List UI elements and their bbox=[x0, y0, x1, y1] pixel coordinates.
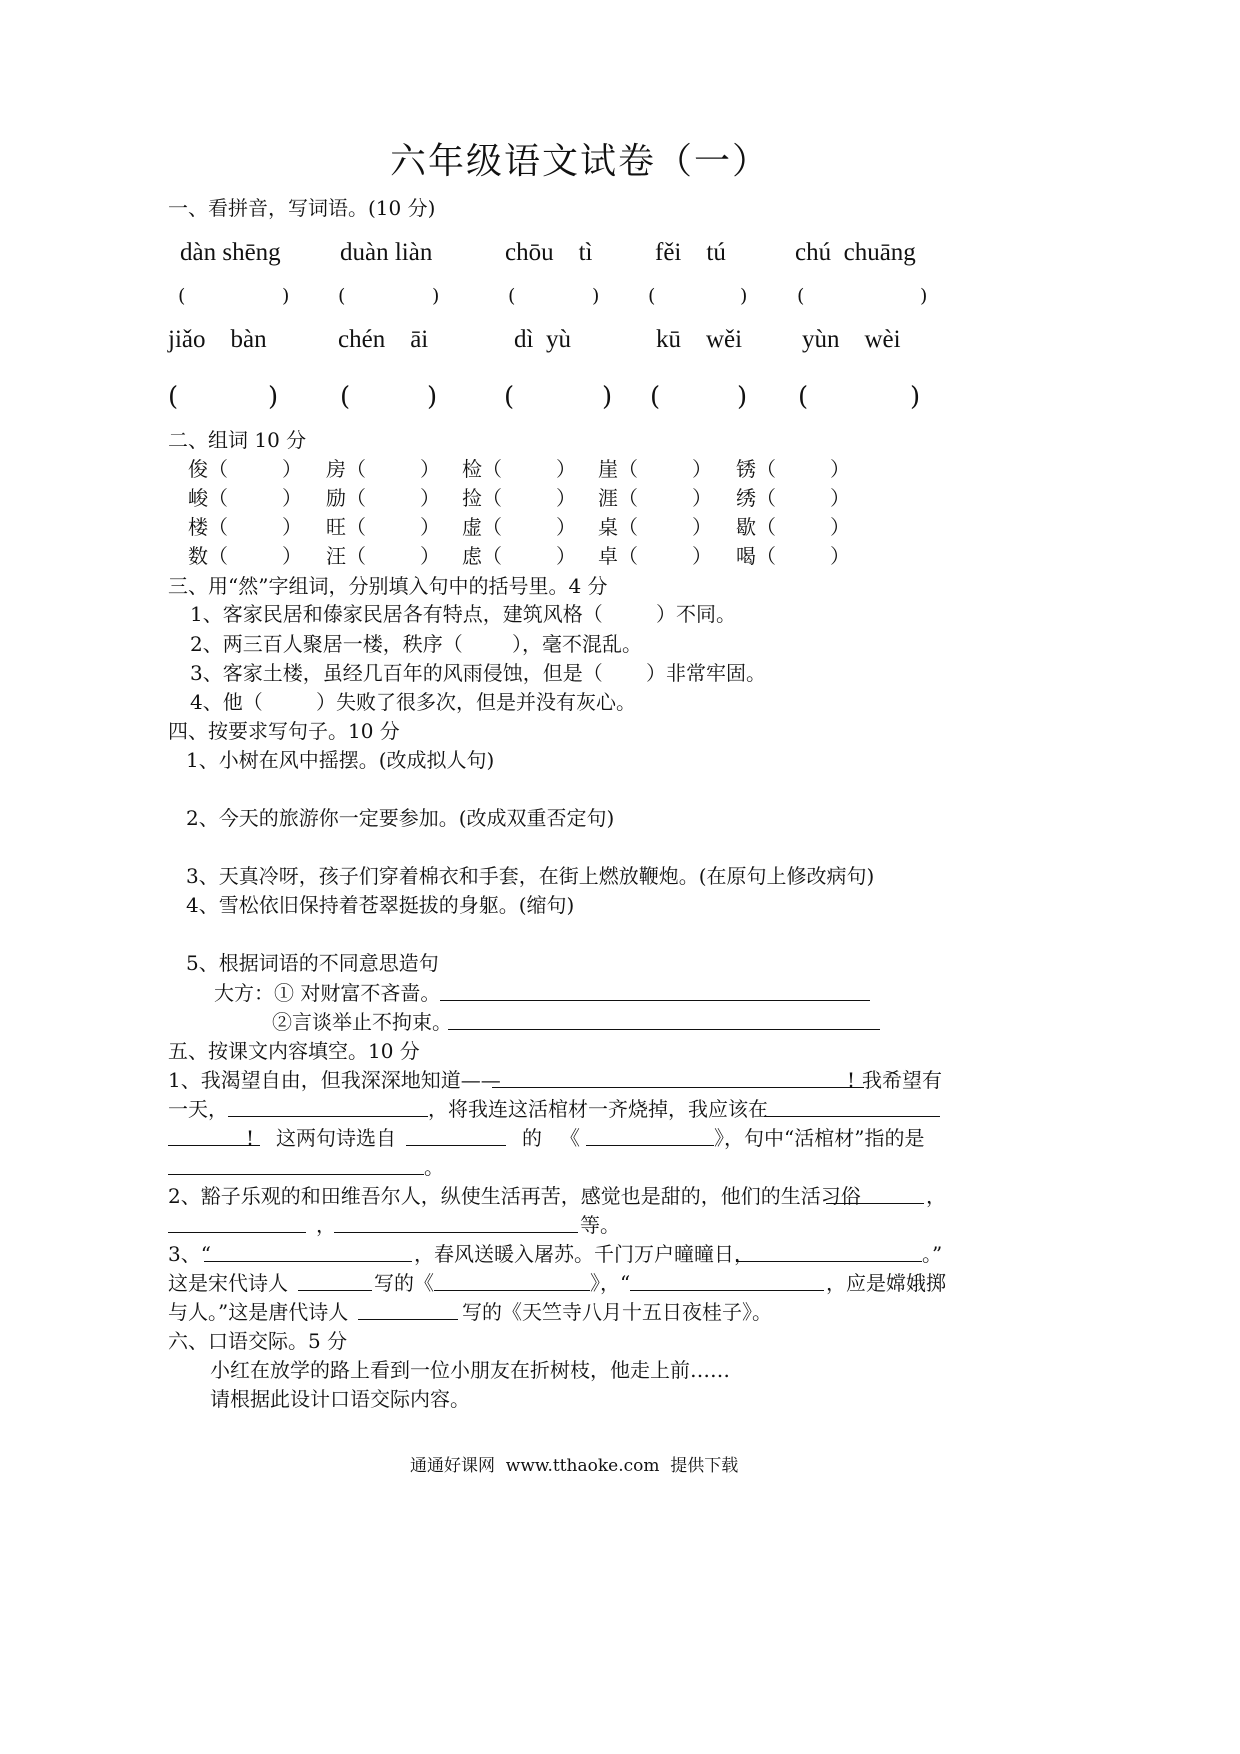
zuci-paren-close: ） bbox=[692, 544, 712, 568]
paren-close: ) bbox=[910, 382, 921, 412]
paren-close: ) bbox=[427, 382, 438, 412]
s5-line8-start: 这是宋代诗人 bbox=[168, 1271, 288, 1295]
section6-heading: 六、口语交际。5 分 bbox=[168, 1329, 348, 1353]
zuci-paren-open: （ bbox=[346, 544, 366, 568]
zuci-char: 歇 bbox=[736, 515, 756, 539]
pinyin-2: duàn liàn bbox=[340, 239, 433, 266]
zuci-char: 俊 bbox=[188, 457, 208, 481]
dafang-meaning-1: 大方：① 对财富不吝啬。 bbox=[214, 981, 441, 1005]
paren-open: ( bbox=[168, 382, 179, 412]
pinyin-9: kū wěi bbox=[656, 326, 743, 353]
s4-item-5: 5、根据词语的不同意思造句 bbox=[186, 951, 439, 975]
paren-open: ( bbox=[178, 285, 186, 307]
paren-close: ) bbox=[602, 382, 613, 412]
zuci-paren-close: ） bbox=[420, 515, 440, 539]
zuci-char: 卓 bbox=[598, 544, 618, 568]
answer-line[interactable] bbox=[448, 1029, 880, 1030]
blank-line[interactable] bbox=[764, 1116, 940, 1117]
blank-line[interactable] bbox=[434, 1290, 590, 1291]
zuci-paren-close: ） bbox=[556, 515, 576, 539]
zuci-paren-open: （ bbox=[208, 457, 228, 481]
s5-line3-de: 的 bbox=[522, 1126, 542, 1150]
pinyin-6: jiǎo bàn bbox=[168, 326, 267, 353]
s5-line2-mid: ，将我连这活棺材一齐烧掉，我应该在 bbox=[428, 1097, 768, 1121]
s5-line3-book-open: 《 bbox=[560, 1126, 580, 1150]
paren-close: ) bbox=[737, 382, 748, 412]
zuci-paren-close: ） bbox=[282, 457, 302, 481]
zuci-paren-close: ） bbox=[830, 486, 850, 510]
s3-item-2-b: ），毫不混乱。 bbox=[512, 632, 642, 656]
pinyin-10: yùn wèi bbox=[802, 326, 901, 353]
zuci-char: 房 bbox=[326, 457, 346, 481]
paren-open: ( bbox=[650, 382, 661, 412]
s5-line5-comma: ， bbox=[926, 1184, 946, 1208]
zuci-paren-close: ） bbox=[556, 457, 576, 481]
zuci-paren-open: （ bbox=[208, 515, 228, 539]
s5-line1-text: 1、我渴望自由，但我深深地知道—— bbox=[168, 1068, 501, 1092]
zuci-paren-close: ） bbox=[420, 457, 440, 481]
zuci-paren-close: ） bbox=[556, 486, 576, 510]
paren-close: ) bbox=[268, 382, 279, 412]
section2-heading: 二、组词 10 分 bbox=[168, 428, 307, 452]
section3-heading: 三、用“然”字组词，分别填入句中的括号里。4 分 bbox=[168, 574, 608, 598]
paren-open: ( bbox=[504, 382, 515, 412]
zuci-paren-close: ） bbox=[556, 544, 576, 568]
blank-line[interactable] bbox=[630, 1290, 824, 1291]
answer-line[interactable] bbox=[440, 1000, 870, 1001]
zuci-paren-close: ） bbox=[830, 457, 850, 481]
s5-line5-text: 2、豁子乐观的和田维吾尔人，纵使生活再苦，感觉也是甜的，他们的生活习俗 bbox=[168, 1184, 861, 1208]
s3-item-2-a: 2、两三百人聚居一楼，秩序（ bbox=[190, 632, 463, 656]
blank-line[interactable] bbox=[492, 1087, 864, 1088]
footer-text: 通通好课网 www.tthaoke.com 提供下载 bbox=[410, 1456, 739, 1476]
zuci-paren-close: ） bbox=[420, 544, 440, 568]
blank-line[interactable] bbox=[168, 1174, 424, 1175]
zuci-char: 绣 bbox=[736, 486, 756, 510]
blank-line[interactable] bbox=[586, 1145, 714, 1146]
zuci-paren-close: ） bbox=[692, 515, 712, 539]
s5-line3-exclaim: ! bbox=[246, 1126, 255, 1150]
zuci-paren-close: ） bbox=[282, 544, 302, 568]
zuci-char: 旺 bbox=[326, 515, 346, 539]
blank-line[interactable] bbox=[406, 1145, 506, 1146]
s4-item-1: 1、小树在风中摇摆。(改成拟人句) bbox=[186, 748, 495, 772]
paren-open: ( bbox=[798, 382, 809, 412]
s5-line6-comma: ， bbox=[316, 1213, 336, 1237]
zuci-paren-close: ） bbox=[282, 486, 302, 510]
zuci-paren-open: （ bbox=[618, 515, 638, 539]
paren-open: ( bbox=[338, 285, 346, 307]
zuci-char: 数 bbox=[188, 544, 208, 568]
s5-line9-start: 与人。”这是唐代诗人 bbox=[168, 1300, 349, 1324]
s5-line1-exclaim: ! bbox=[847, 1068, 856, 1092]
paren-open: ( bbox=[648, 285, 656, 307]
zuci-char: 峻 bbox=[188, 486, 208, 510]
zuci-paren-close: ） bbox=[830, 515, 850, 539]
blank-line[interactable] bbox=[334, 1232, 578, 1233]
paren-open: ( bbox=[508, 285, 516, 307]
zuci-paren-open: （ bbox=[482, 457, 502, 481]
zuci-paren-open: （ bbox=[346, 486, 366, 510]
s3-item-4-b: ）失败了很多次，但是并没有灰心。 bbox=[316, 690, 636, 714]
s5-line4-period: 。 bbox=[424, 1155, 444, 1179]
pinyin-4: fěi tú bbox=[655, 239, 726, 266]
page-title: 六年级语文试卷（一） bbox=[390, 141, 771, 182]
s5-line8-end: ，应是嫦娥掷 bbox=[826, 1271, 946, 1295]
blank-line[interactable] bbox=[298, 1290, 372, 1291]
s5-line3-end: 》，句中“活棺材”指的是 bbox=[714, 1126, 925, 1150]
zuci-char: 涯 bbox=[598, 486, 618, 510]
blank-line[interactable] bbox=[736, 1261, 922, 1262]
s5-line7-start: 3、“ bbox=[168, 1242, 211, 1266]
s4-item-4: 4、雪松依旧保持着苍翠挺拔的身躯。(缩句) bbox=[186, 893, 575, 917]
s5-line2-start: 一天， bbox=[168, 1097, 228, 1121]
zuci-char: 检 bbox=[462, 457, 482, 481]
zuci-paren-close: ） bbox=[830, 544, 850, 568]
zuci-paren-open: （ bbox=[346, 457, 366, 481]
blank-line[interactable] bbox=[204, 1261, 412, 1262]
section1-heading: 一、看拼音，写词语。(10 分) bbox=[168, 196, 436, 220]
pinyin-8: dì yù bbox=[514, 326, 571, 353]
s4-item-3: 3、天真冷呀，孩子们穿着棉衣和手套，在街上燃放鞭炮。(在原句上修改病句) bbox=[186, 864, 875, 888]
zuci-paren-open: （ bbox=[756, 486, 776, 510]
s5-line9-end: 写的《天竺寺八月十五日夜桂子》。 bbox=[462, 1300, 772, 1324]
zuci-paren-open: （ bbox=[208, 486, 228, 510]
s3-item-1-a: 1、客家民居和傣家民居各有特点，建筑风格（ bbox=[190, 602, 603, 626]
blank-line[interactable] bbox=[228, 1116, 428, 1117]
paren-open: ( bbox=[340, 382, 351, 412]
s3-item-1-b: ）不同。 bbox=[656, 602, 736, 626]
paren-close: ) bbox=[740, 285, 748, 307]
zuci-paren-open: （ bbox=[756, 515, 776, 539]
s6-prompt-1: 小红在放学的路上看到一位小朋友在折树枝，他走上前…… bbox=[210, 1358, 730, 1382]
s3-item-3-b: ）非常牢固。 bbox=[646, 661, 766, 685]
zuci-paren-open: （ bbox=[482, 544, 502, 568]
s4-item-2: 2、今天的旅游你一定要参加。(改成双重否定句) bbox=[186, 806, 615, 830]
s5-line8-mid2: 》，“ bbox=[590, 1271, 631, 1295]
zuci-char: 锈 bbox=[736, 457, 756, 481]
s5-line8-mid1: 写的《 bbox=[374, 1271, 434, 1295]
pinyin-7: chén āi bbox=[338, 326, 429, 353]
zuci-paren-close: ） bbox=[692, 486, 712, 510]
paren-open: ( bbox=[797, 285, 805, 307]
dafang-meaning-2: ②言谈举止不拘束。 bbox=[272, 1010, 452, 1034]
zuci-paren-open: （ bbox=[618, 457, 638, 481]
zuci-paren-open: （ bbox=[756, 457, 776, 481]
s3-item-4-a: 4、他（ bbox=[190, 690, 263, 714]
paren-close: ) bbox=[592, 285, 600, 307]
section4-heading: 四、按要求写句子。10 分 bbox=[168, 719, 400, 743]
zuci-char: 喝 bbox=[736, 544, 756, 568]
zuci-char: 虑 bbox=[462, 544, 482, 568]
zuci-paren-open: （ bbox=[346, 515, 366, 539]
pinyin-3: chōu tì bbox=[505, 239, 593, 266]
zuci-paren-close: ） bbox=[282, 515, 302, 539]
zuci-char: 捡 bbox=[462, 486, 482, 510]
zuci-paren-close: ） bbox=[420, 486, 440, 510]
zuci-paren-open: （ bbox=[618, 486, 638, 510]
paren-close: ) bbox=[282, 285, 290, 307]
zuci-char: 励 bbox=[326, 486, 346, 510]
zuci-paren-open: （ bbox=[482, 486, 502, 510]
zuci-paren-open: （ bbox=[482, 515, 502, 539]
blank-line[interactable] bbox=[358, 1319, 458, 1320]
zuci-paren-open: （ bbox=[756, 544, 776, 568]
s6-prompt-2: 请根据此设计口语交际内容。 bbox=[210, 1387, 470, 1411]
zuci-paren-open: （ bbox=[618, 544, 638, 568]
s5-line6-end: 等。 bbox=[580, 1213, 620, 1237]
s3-item-3-a: 3、客家土楼，虽经几百年的风雨侵蚀，但是（ bbox=[190, 661, 603, 685]
pinyin-5: chú chuāng bbox=[795, 239, 916, 266]
zuci-char: 虚 bbox=[462, 515, 482, 539]
zuci-paren-open: （ bbox=[208, 544, 228, 568]
section5-heading: 五、按课文内容填空。10 分 bbox=[168, 1039, 420, 1063]
zuci-char: 楼 bbox=[188, 515, 208, 539]
blank-line[interactable] bbox=[168, 1232, 306, 1233]
s5-line7-mid: ，春风送暖入屠苏。千门万户曈曈日， bbox=[414, 1242, 754, 1266]
zuci-char: 崖 bbox=[598, 457, 618, 481]
s5-line3-text: 这两句诗选自 bbox=[276, 1126, 396, 1150]
zuci-paren-close: ） bbox=[692, 457, 712, 481]
blank-line[interactable] bbox=[826, 1203, 924, 1204]
paren-close: ) bbox=[432, 285, 440, 307]
s5-line1-end: 我希望有 bbox=[862, 1068, 942, 1092]
pinyin-1: dàn shēng bbox=[180, 239, 281, 266]
zuci-char: 汪 bbox=[326, 544, 346, 568]
s5-line7-end: 。” bbox=[922, 1242, 943, 1266]
zuci-char: 桌 bbox=[598, 515, 618, 539]
paren-close: ) bbox=[920, 285, 928, 307]
